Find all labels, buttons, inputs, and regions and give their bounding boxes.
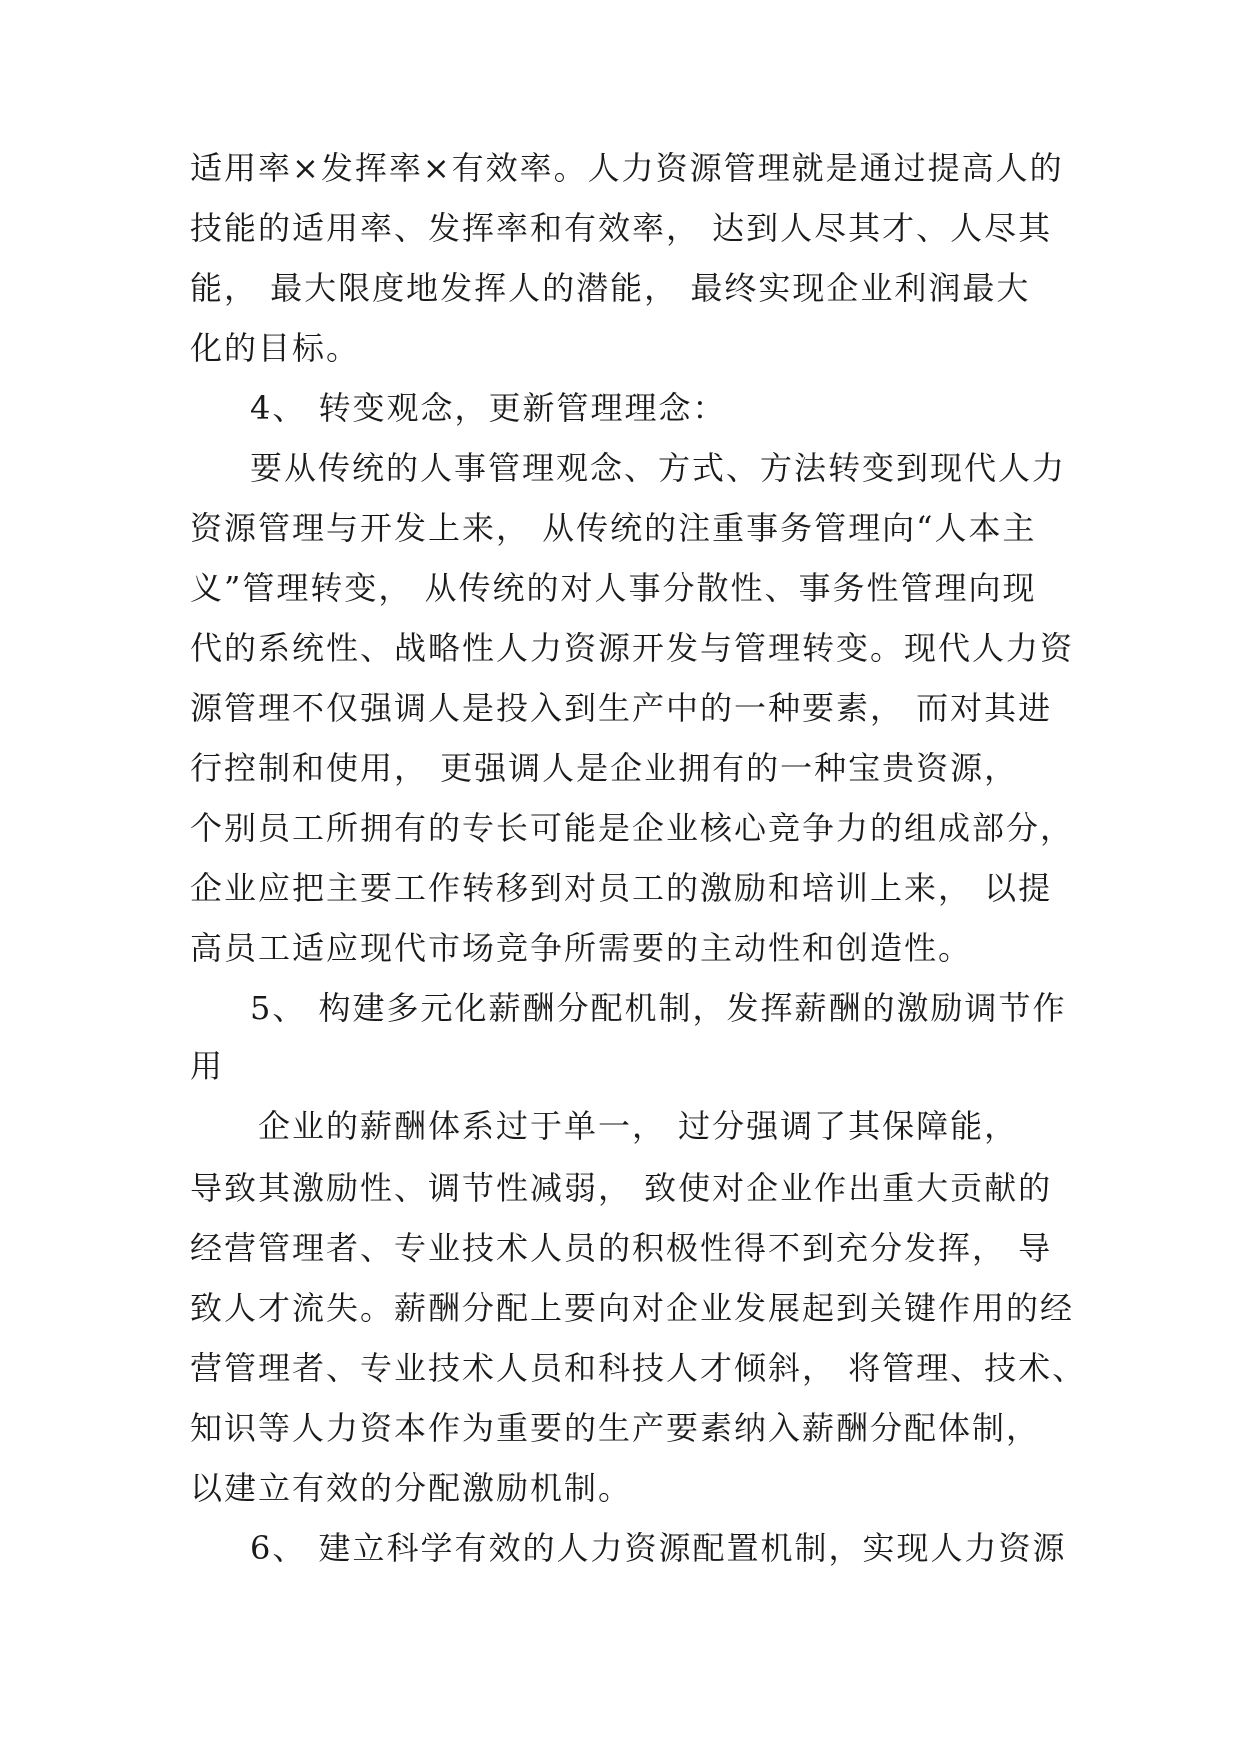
text-line: 代的系统性、战略性人力资源开发与管理转变。现代人力资	[190, 629, 1075, 667]
text-line: 致人才流失。薪酬分配上要向对企业发展起到关键作用的经	[190, 1289, 1075, 1327]
text-line: 化的目标。	[190, 329, 361, 367]
text-line: 个别员工所拥有的专长可能是企业核心竞争力的组成部分，	[190, 809, 1075, 847]
section-heading-5: 5、 构建多元化薪酬分配机制，发挥薪酬的激励调节作	[250, 989, 1067, 1027]
text-line: 技能的适用率、发挥率和有效率， 达到人尽其才、人尽其	[190, 209, 1053, 247]
section-heading-5-cont: 用	[190, 1047, 225, 1085]
text-line: 导致其激励性、调节性减弱， 致使对企业作出重大贡献的	[190, 1169, 1053, 1207]
text-line: 能， 最大限度地发挥人的潜能， 最终实现企业利润最大	[190, 269, 1031, 307]
text-line: 知识等人力资本作为重要的生产要素纳入薪酬分配体制，	[190, 1409, 1041, 1447]
text-line: 行控制和使用， 更强调人是企业拥有的一种宝贵资源，	[190, 749, 1019, 787]
text-line: 源管理不仅强调人是投入到生产中的一种要素， 而对其进	[190, 689, 1053, 727]
text-line: 适用率×发挥率×有效率。人力资源管理就是通过提高人的	[190, 149, 1064, 187]
text-line: 资源管理与开发上来， 从传统的注重事务管理向“人本主	[190, 509, 1037, 547]
text-line: 企业的薪酬体系过于单一， 过分强调了其保障能，	[258, 1107, 1019, 1145]
text-line: 营管理者、专业技术人员和科技人才倾斜， 将管理、技术、	[190, 1349, 1087, 1387]
text-line: 要从传统的人事管理观念、方式、方法转变到现代人力	[250, 449, 1067, 487]
section-heading-6: 6、 建立科学有效的人力资源配置机制，实现人力资源	[250, 1529, 1067, 1567]
section-heading-4: 4、 转变观念，更新管理理念：	[250, 389, 727, 427]
text-line: 高员工适应现代市场竞争所需要的主动性和创造性。	[190, 929, 973, 967]
text-line: 以建立有效的分配激励机制。	[190, 1469, 633, 1507]
text-line: 义”管理转变， 从传统的对人事分散性、事务性管理向现	[190, 569, 1037, 607]
text-line: 经营管理者、专业技术人员的积极性得不到充分发挥， 导	[190, 1229, 1053, 1267]
text-line: 企业应把主要工作转移到对员工的激励和培训上来， 以提	[190, 869, 1053, 907]
